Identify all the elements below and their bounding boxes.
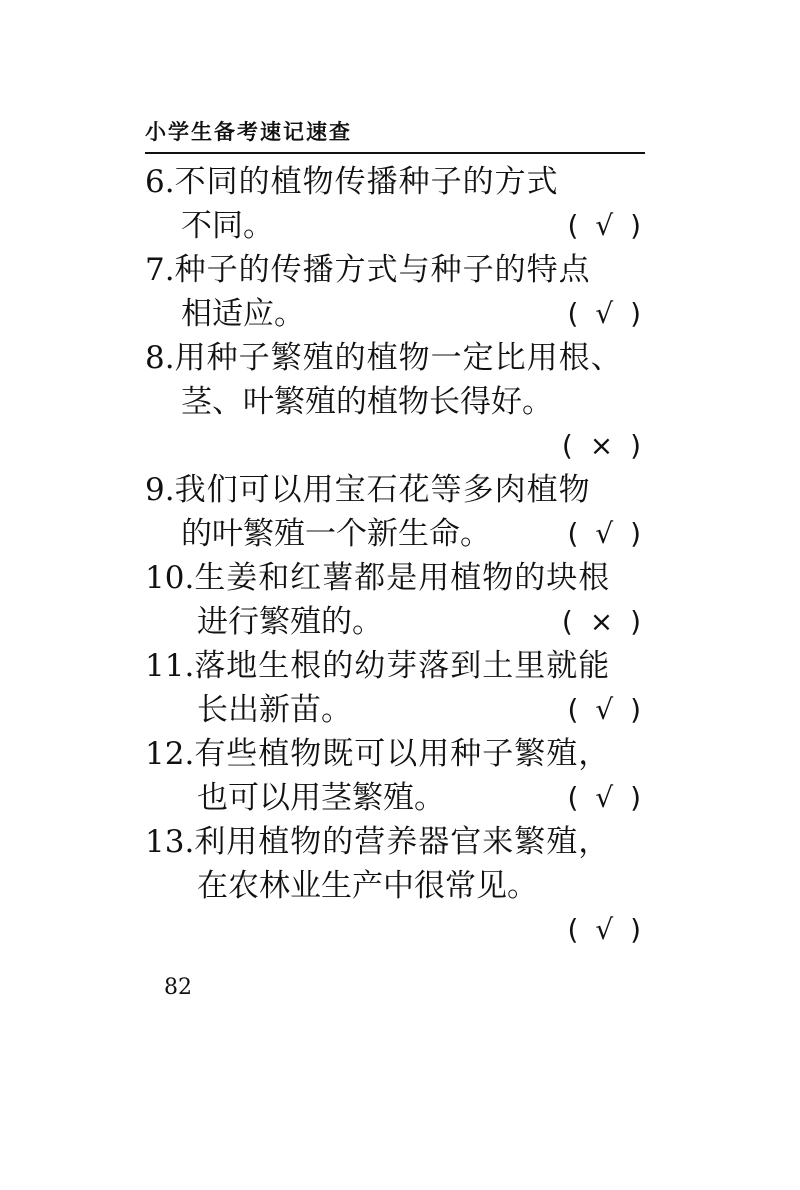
item-text-line: 相适应。 [181, 296, 305, 332]
item-text-line: 生姜和红薯都是用植物的块根 [194, 560, 611, 596]
item-text-line: 落地生根的幼芽落到土里就能 [194, 648, 611, 684]
item-text-line: 有些植物既可以用种子繁殖， [194, 736, 611, 772]
answer-mark: ( × ) [561, 605, 645, 638]
list-item [145, 820, 645, 952]
list-item [145, 644, 645, 732]
item-text-line: 在农林业生产中很常见。 [197, 868, 538, 904]
page-number: 82 [164, 975, 192, 1000]
item-number: 9. [145, 472, 175, 508]
item-number: 7. [145, 252, 175, 288]
list-item [145, 732, 645, 820]
answer-mark: ( √ ) [567, 517, 645, 550]
item-number: 11. [145, 648, 195, 684]
item-number: 12. [145, 736, 195, 772]
item-text-line: 的叶繁殖一个新生命。 [181, 516, 491, 552]
answer-mark: ( √ ) [567, 781, 645, 814]
item-text-line: 茎、叶繁殖的植物长得好。 [181, 384, 553, 420]
answer-mark: ( √ ) [567, 209, 645, 242]
item-number: 13. [145, 824, 195, 860]
list-item [145, 336, 645, 468]
answer-mark: ( √ ) [567, 913, 645, 946]
list-item [145, 248, 645, 336]
item-number: 6. [145, 164, 175, 200]
header-rule [145, 152, 645, 154]
question-list [145, 160, 645, 952]
item-text-line: 进行繁殖的。 [197, 604, 383, 640]
answer-mark: ( √ ) [567, 693, 645, 726]
item-text-line: 不同的植物传播种子的方式 [174, 164, 559, 200]
answer-mark: ( √ ) [567, 297, 645, 330]
item-text-line: 不同。 [181, 208, 274, 244]
item-text-line: 长出新苗。 [197, 692, 352, 728]
item-number: 10. [145, 560, 195, 596]
item-text-line: 我们可以用宝石花等多肉植物 [174, 472, 591, 508]
list-item [145, 556, 645, 644]
item-text-line: 利用植物的营养器官来繁殖， [194, 824, 611, 860]
book-title: 小学生备考速记速查 [145, 120, 352, 144]
running-header [145, 116, 645, 154]
item-text-line: 种子的传播方式与种子的特点 [174, 252, 591, 288]
answer-mark: ( × ) [561, 429, 645, 462]
list-item [145, 160, 645, 248]
item-number: 8. [145, 340, 175, 376]
item-text-line: 用种子繁殖的植物一定比用根、 [174, 340, 623, 376]
item-text-line: 也可以用茎繁殖。 [197, 780, 445, 816]
list-item [145, 468, 645, 556]
